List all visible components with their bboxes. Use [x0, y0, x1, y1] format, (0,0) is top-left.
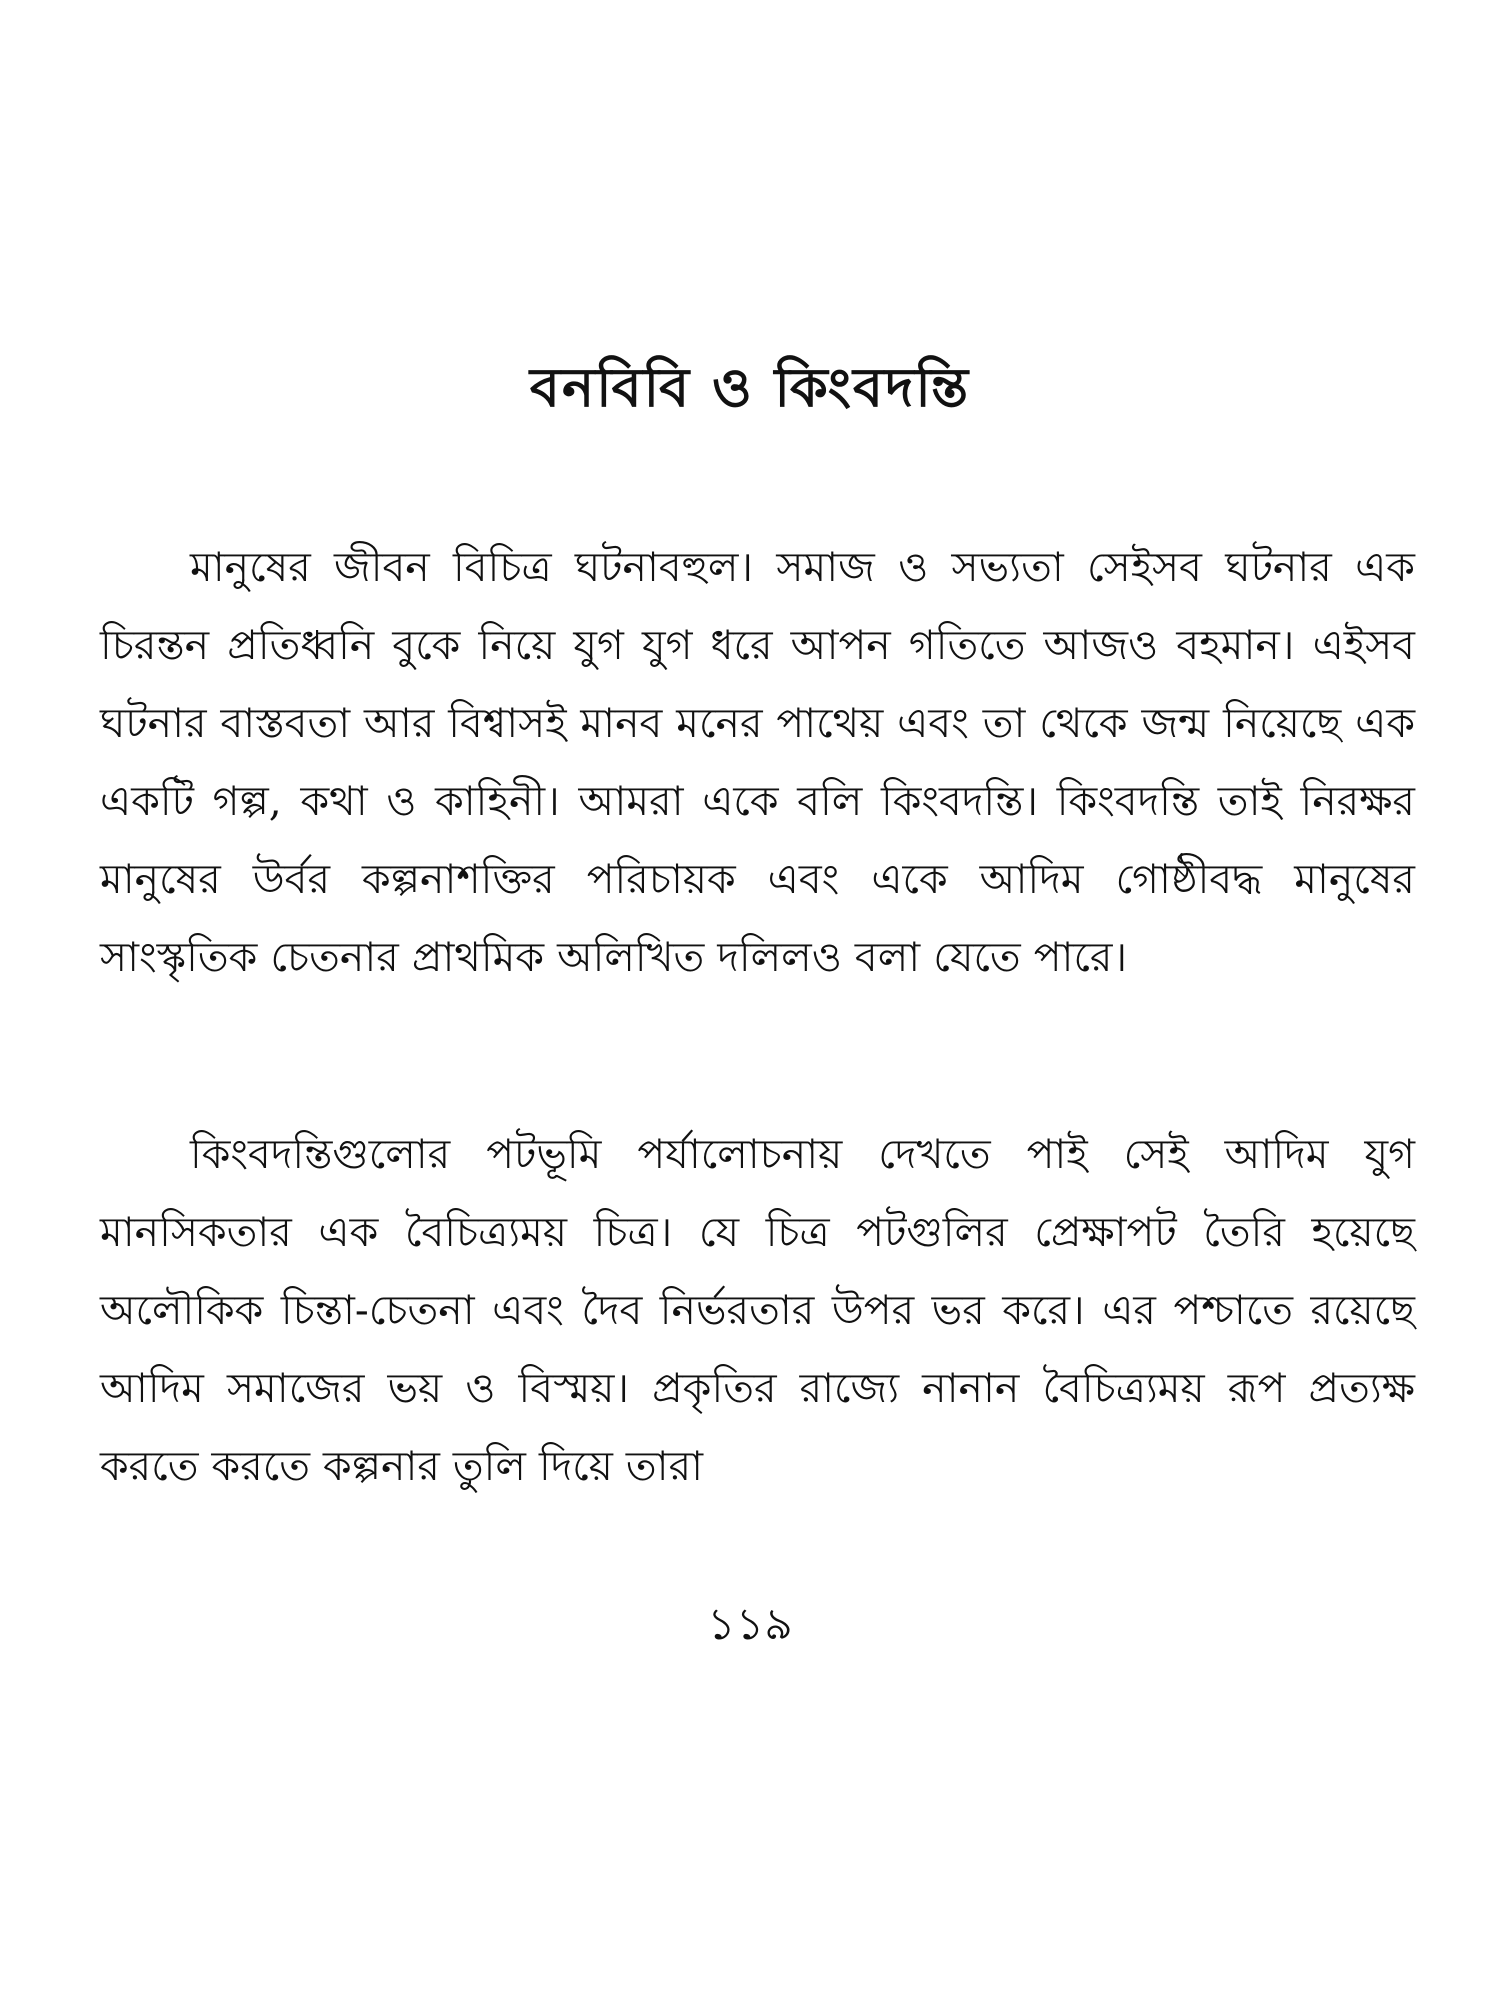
page-number: ১১৯	[707, 1599, 793, 1650]
chapter-title: বনবিবি ও কিংবদন্তি	[529, 355, 971, 419]
paragraph-2: কিংবদন্তিগুলোর পটভূমি পর্যালোচনায় দেখতে পাই সেই আদিম যুগ মানসিকতার এক বৈচিত্র্যময় চিত্র। যে চিত্র পটগুলির প্রেক্ষাপট তৈরি হয়েছে অলৌকিক চিন্তা-চেতনা এবং দৈব নির্ভরতার উপর ভর করে। এর পশ্চাতে রয়েছে আদিম সমাজের ভয় ও বিস্ময়। প্রকৃতির রাজ্যে নানান বৈচিত্র্যময় রূপ প্রত্যক্ষ করতে করতে কল্পনার তুলি দিয়ে তারা	[100, 1130, 1415, 1490]
paragraph-1: মানুষের জীবন বিচিত্র ঘটনাবহুল। সমাজ ও সভ্যতা সেইসব ঘটনার এক চিরন্তন প্রতিধ্বনি বুকে নিয়ে যুগ যুগ ধরে আপন গতিতে আজও বহমান। এইসব ঘটনার বাস্তবতা আর বিশ্বাসই মানব মনের পাথেয় এবং তা থেকে জন্ম নিয়েছে এক একটি গল্প, কথা ও কাহিনী। আমরা একে বলি কিংবদন্তি। কিংবদন্তি তাই নিরক্ষর মানুষের উর্বর কল্পনাশক্তির পরিচায়ক এবং একে আদিম গোষ্ঠীবদ্ধ মানুষের সাংস্কৃতিক চেতনার প্রাথমিক অলিখিত দলিলও বলা যেতে পারে।	[100, 543, 1415, 981]
